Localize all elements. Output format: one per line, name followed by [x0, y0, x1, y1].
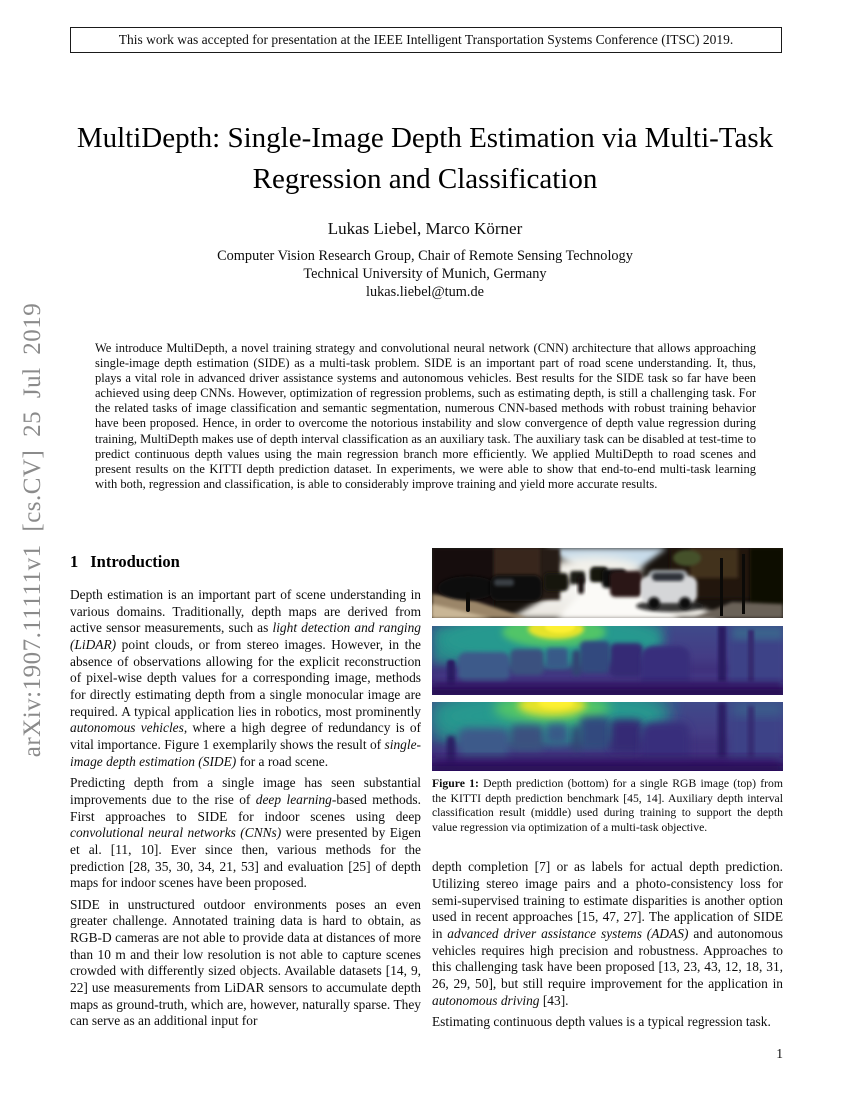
acceptance-banner-text: This work was accepted for presentation at the IEEE Intelligent Transportation Systems Conference (ITSC) 2019. [118, 32, 734, 47]
abstract: We introduce MultiDepth, a novel training strategy and convolutional neural network (CNN) architecture that allows approaching single-image depth estimation (SIDE) as a multi-task problem. SIDE is an important part of road scene understanding. It, thus, plays a vital role in advanced driver assistance systems and autonomous vehicles. Best results for the SIDE task so far have been achieved using deep CNNs. However, optimization of regression problems, such as estimating depth, is still a challenging task. For the related tasks of image classification and semantic segmentation, numerous CNN-based methods with robust training behavior have been proposed. Hence, in order to overcome the notorious instability and slow convergence of depth value regression during training, MultiDepth makes use of depth interval classification as an auxiliary task. The auxiliary task can be disabled at test-time to predict continuous depth values using the main regression branch more efficiently. We applied MultiDepth to road scenes and present results on the KITTI depth prediction dataset. In experiments, we were able to show that end-to-end multi-task learning with both, regression and classification, is able to considerably improve training and yield more accurate results. [95, 341, 756, 491]
page-number: 1 [776, 1046, 783, 1061]
related-work-paragraph: depth completion [7] or as labels for actual depth prediction. Utilizing stereo image pairs and a photo-consistency loss for semi-supervised training to estimate disparities is another option used in recent approaches [15, 47, 27]. The application of SIDE in advanced driver assistance systems (ADAS) and autonomous vehicles requires high precision and robustness. Approaches to this challenging task have been proposed [13, 23, 43, 12, 18, 31, 26, 29, 50], but still require improvement for the application in autonomous driving [43]. [432, 859, 783, 1008]
figure1-rgb-street-image [432, 548, 783, 618]
figure1-depth-regression-map [432, 702, 783, 771]
figure1-depth-classification-map [432, 626, 783, 695]
section-number: 1 [70, 552, 79, 571]
acceptance-banner [70, 27, 782, 53]
figure1-caption: Figure 1: Depth prediction (bottom) for a single RGB image (top) from the KITTI depth prediction benchmark [45, 14]. Auxiliary depth interval classification result (middle) used during training to support the depth value regression via optimization of a multi-task objective. [432, 777, 783, 834]
affiliation-line-email: lukas.liebel@tum.de [366, 284, 484, 300]
intro-paragraph-2: Predicting depth from a single image has seen substantial improvements due to the rise of deep learning-based methods. First approaches to SIDE for indoor scenes using deep convolutional neural networks (CNNs) were presented by Eigen et al. [11, 10]. Ever since then, various methods for the prediction [28, 35, 30, 34, 21, 53] and evaluation [25] of depth maps for indoor scenes have been proposed. [70, 775, 421, 891]
left-column [70, 548, 421, 1036]
right-column [432, 548, 783, 1036]
section-heading-introduction [70, 552, 421, 572]
intro-paragraph-3: SIDE in unstructured outdoor environments poses an even greater challenge. Annotated training data is hard to obtain, as RGB-D cameras are not able to provide data at distances of more than 10 m and their low resolution is not able to capture scenes crowded with differently sized objects. Available datasets [14, 9, 22] use measurements from LiDAR sensors to accumulate depth maps as ground-truth, which are, however, naturally sparse. They can serve as an additional input for [70, 896, 421, 1029]
affiliation-line-group: Computer Vision Research Group, Chair of Remote Sensing Technology [217, 248, 633, 264]
two-column-body [70, 548, 784, 1036]
section-title: Introduction [90, 552, 180, 571]
affiliation-line-university: Technical University of Munich, Germany [303, 266, 547, 282]
affiliation-block [0, 247, 850, 301]
regression-intro-paragraph: Estimating continuous depth values is a typical regression task. [432, 1014, 771, 1030]
arxiv-sidebar-label: arXiv:1907.11111v1 [cs.CV] 25 Jul 2019 [19, 302, 46, 758]
figure-1 [432, 548, 783, 835]
intro-paragraph-1: Depth estimation is an important part of scene understanding in various domains. Traditionally, depth maps are derived from active sensor measurements, such as light detection and ranging (LiDAR) point clouds, or from stereo images. However, in the absence of observations allowing for the explicit reconstruction of pixel-wise depth values for a corresponding image, methods for directly estimating depth from a single monocular image are required. A typical application lies in robotics, most prominently autonomous vehicles, where a high degree of redundancy is of vital importance. Figure 1 exemplarily shows the result of single-image depth estimation (SIDE) for a road scene. [70, 587, 421, 769]
authors: Lukas Liebel, Marco Körner [327, 219, 523, 238]
right-column-text [432, 859, 783, 1031]
paper-title: MultiDepth: Single-Image Depth Estimation via Multi-Task Regression and Classification [76, 122, 774, 196]
